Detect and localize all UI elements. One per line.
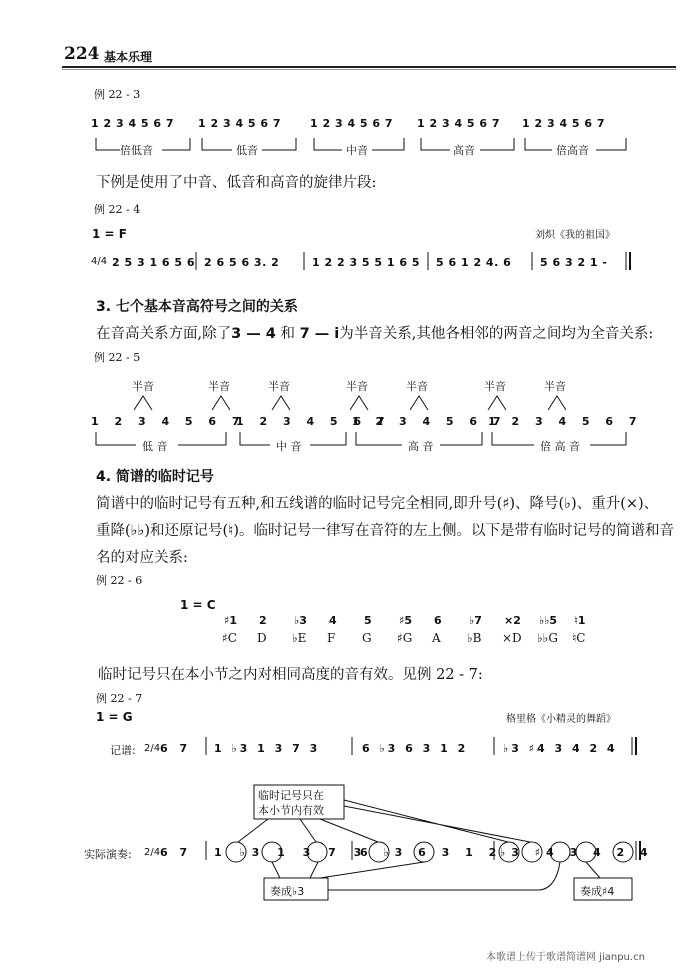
- range-bracket: [202, 138, 296, 150]
- scale-number-group: 1 2 3 4 5 6 7: [488, 415, 643, 428]
- semitone-label: 半音: [208, 380, 230, 393]
- semitone-label: 半音: [268, 380, 290, 393]
- jianpu-note: ♮1: [574, 614, 586, 627]
- note-circle: [226, 842, 246, 862]
- note-box: [254, 785, 344, 819]
- time-signature: 4/4: [91, 256, 108, 267]
- jianpu-note: ♯5: [399, 614, 412, 627]
- note-name: ♯G: [397, 631, 413, 645]
- watermark: 本歌谱上传于歌谱简谱网 jianpu.cn: [486, 952, 645, 963]
- semitone-arc: [350, 396, 368, 410]
- note-circle: [499, 842, 519, 862]
- pointer-line: [586, 862, 600, 878]
- jianpu-note: ×2: [504, 614, 521, 627]
- range-bracket: [525, 138, 626, 150]
- time-signature: 2/4: [144, 743, 161, 754]
- scale-number-group: 1 2 3 4 5 6 7: [522, 117, 606, 130]
- note-box-text: 临时记号只在 本小节内有效: [258, 789, 324, 817]
- note-name: A: [432, 631, 441, 645]
- note-name: G: [362, 631, 372, 645]
- measure: 2 5 3 1 6 5 6: [112, 256, 196, 269]
- written-label: 记谱:: [110, 744, 136, 757]
- note-circle: [522, 842, 542, 862]
- time-signature: 2/4: [144, 847, 161, 858]
- body-text: 在音高关系方面,除了3 — 4 和 7 — i为半音关系,其他各相邻的两音之间均为全音关系:: [96, 326, 654, 342]
- semitone-arc: [272, 396, 290, 410]
- semitone-label: 半音: [406, 380, 428, 393]
- measure: 6 ♭3 6 3 1 2: [362, 742, 469, 755]
- scale-number-group: 1 2 3 4 5 6 7: [310, 117, 394, 130]
- barline: [206, 841, 494, 860]
- semitone-arc: [134, 396, 152, 410]
- note-circle: [414, 842, 434, 862]
- result-box: [264, 878, 328, 900]
- range-bracket: [96, 138, 190, 150]
- scale-number-group: 1 2 3 4 5 6 7: [198, 117, 282, 130]
- scale-number-group: 1 2 3 4 5 6 7: [417, 117, 501, 130]
- semitone-label: 半音: [544, 380, 566, 393]
- measure: 2 6 5 6 3. 2: [204, 256, 280, 269]
- key-signature: 1 = G: [96, 710, 133, 724]
- jianpu-note: ♭3: [294, 614, 307, 627]
- note-name: D: [257, 631, 267, 645]
- attribution: 格里格《小精灵的舞蹈》: [506, 714, 616, 725]
- range-bracket: [492, 432, 626, 445]
- jianpu-note: 4: [329, 614, 337, 627]
- range-label: 低 音: [142, 440, 168, 453]
- page-number: 224: [64, 44, 100, 64]
- example-label: 例 22 - 7: [96, 692, 143, 705]
- semitone-label: 半音: [346, 380, 368, 393]
- measure: 5 6 3 2 1 -: [540, 256, 608, 269]
- example-label: 例 22 - 3: [94, 88, 141, 101]
- result-box-left: 奏成♭3: [270, 885, 305, 898]
- pointer-line: [328, 862, 560, 890]
- note-circle: [576, 842, 596, 862]
- result-box: [574, 878, 632, 900]
- semitone-label: 半音: [132, 380, 154, 393]
- note-name: ♯C: [222, 631, 237, 645]
- example-label: 例 22 - 4: [94, 203, 141, 216]
- measure: 1 2 2 3 5 5 1 6 5: [312, 256, 421, 269]
- note-circle: [307, 842, 327, 862]
- note-name: ♭B: [467, 631, 482, 645]
- jianpu-note: ♭♭5: [539, 614, 558, 627]
- measure: 6 7: [160, 742, 192, 755]
- jianpu-note: 6: [434, 614, 442, 627]
- measure: ♭3 ♯4 3 4 2 4: [500, 846, 654, 859]
- range-label: 倍 高 音: [540, 440, 580, 453]
- body-text: 重降(♭♭)和还原记号(♮)。临时记号一律写在音符的左上侧。以下是带有临时记号的简谱和音: [96, 523, 674, 539]
- key-signature: 1 = C: [180, 598, 216, 612]
- book-title: 基本乐理: [104, 50, 153, 64]
- range-label: 高音: [453, 144, 475, 157]
- note-circle: [613, 842, 633, 862]
- range-bracket: [314, 138, 404, 150]
- range-label: 中音: [346, 144, 368, 157]
- body-text: 临时记号只在本小节之内对相同高度的音有效。见例 22 - 7:: [98, 667, 483, 683]
- performed-label: 实际演奏:: [84, 848, 132, 861]
- measure: 1 ♭3 1 3 7 3: [214, 846, 369, 859]
- range-bracket: [96, 432, 226, 445]
- key-signature: 1 = F: [92, 227, 127, 241]
- range-label: 高 音: [408, 440, 434, 453]
- jianpu-note: 2: [259, 614, 267, 627]
- jianpu-note: ♯1: [224, 614, 237, 627]
- semitone-label: 半音: [484, 380, 506, 393]
- range-label: 倍低音: [120, 144, 153, 157]
- note-name: ♭E: [292, 631, 307, 645]
- scale-number-group: 1 2 3 4 5 6 7: [352, 415, 507, 428]
- barline: [206, 737, 494, 755]
- range-bracket: [240, 432, 346, 445]
- measure: ♭3 ♯4 3 4 2 4: [503, 742, 618, 755]
- result-box-right: 奏成♯4: [580, 885, 615, 898]
- range-label: 倍高音: [556, 144, 589, 157]
- range-bracket: [421, 138, 514, 150]
- attribution: 刘炽《我的祖国》: [535, 230, 615, 241]
- semitone-arc: [488, 396, 506, 410]
- note-name: ♭♭G: [537, 631, 558, 645]
- jianpu-note: 5: [364, 614, 372, 627]
- note-name: ×D: [502, 631, 522, 645]
- scale-number-group: 1 2 3 4 5 6 7: [236, 415, 391, 428]
- measure: 6 7: [160, 846, 192, 859]
- measure: 5 6 1 2 4. 6: [436, 256, 512, 269]
- note-circle: [369, 842, 389, 862]
- measure: 1 ♭3 1 3 7 3: [214, 742, 321, 755]
- semitone-arc: [212, 396, 230, 410]
- example-label: 例 22 - 6: [96, 574, 143, 587]
- range-label: 中 音: [276, 440, 302, 453]
- jianpu-note: ♭7: [469, 614, 482, 627]
- pointer-line: [344, 800, 530, 842]
- barline: [196, 252, 532, 270]
- body-text: 下例是使用了中音、低音和高音的旋律片段:: [96, 175, 377, 191]
- note-circle: [550, 842, 570, 862]
- pointer-line: [272, 862, 424, 878]
- section-heading: 3. 七个基本音高符号之间的关系: [96, 299, 298, 315]
- note-name: F: [327, 631, 336, 645]
- example-label: 例 22 - 5: [94, 351, 141, 364]
- pointer-line: [238, 819, 378, 842]
- section-heading: 4. 简谱的临时记号: [96, 469, 214, 485]
- note-name: ♮C: [572, 631, 586, 645]
- measure: 6 ♭3 6 3 1 2: [360, 846, 503, 859]
- semitone-arc: [548, 396, 566, 410]
- scale-number-group: 1 2 3 4 5 6 7: [91, 415, 246, 428]
- note-circle: [262, 842, 282, 862]
- scale-number-group: 1 2 3 4 5 6 7: [91, 117, 175, 130]
- semitone-arc: [410, 396, 428, 410]
- range-bracket: [356, 432, 482, 445]
- body-text: 简谱中的临时记号有五种,和五线谱的临时记号完全相同,即升号(♯)、降号(♭)、重升(×)、: [96, 496, 659, 512]
- range-label: 低音: [236, 144, 258, 157]
- body-text: 名的对应关系:: [96, 550, 188, 566]
